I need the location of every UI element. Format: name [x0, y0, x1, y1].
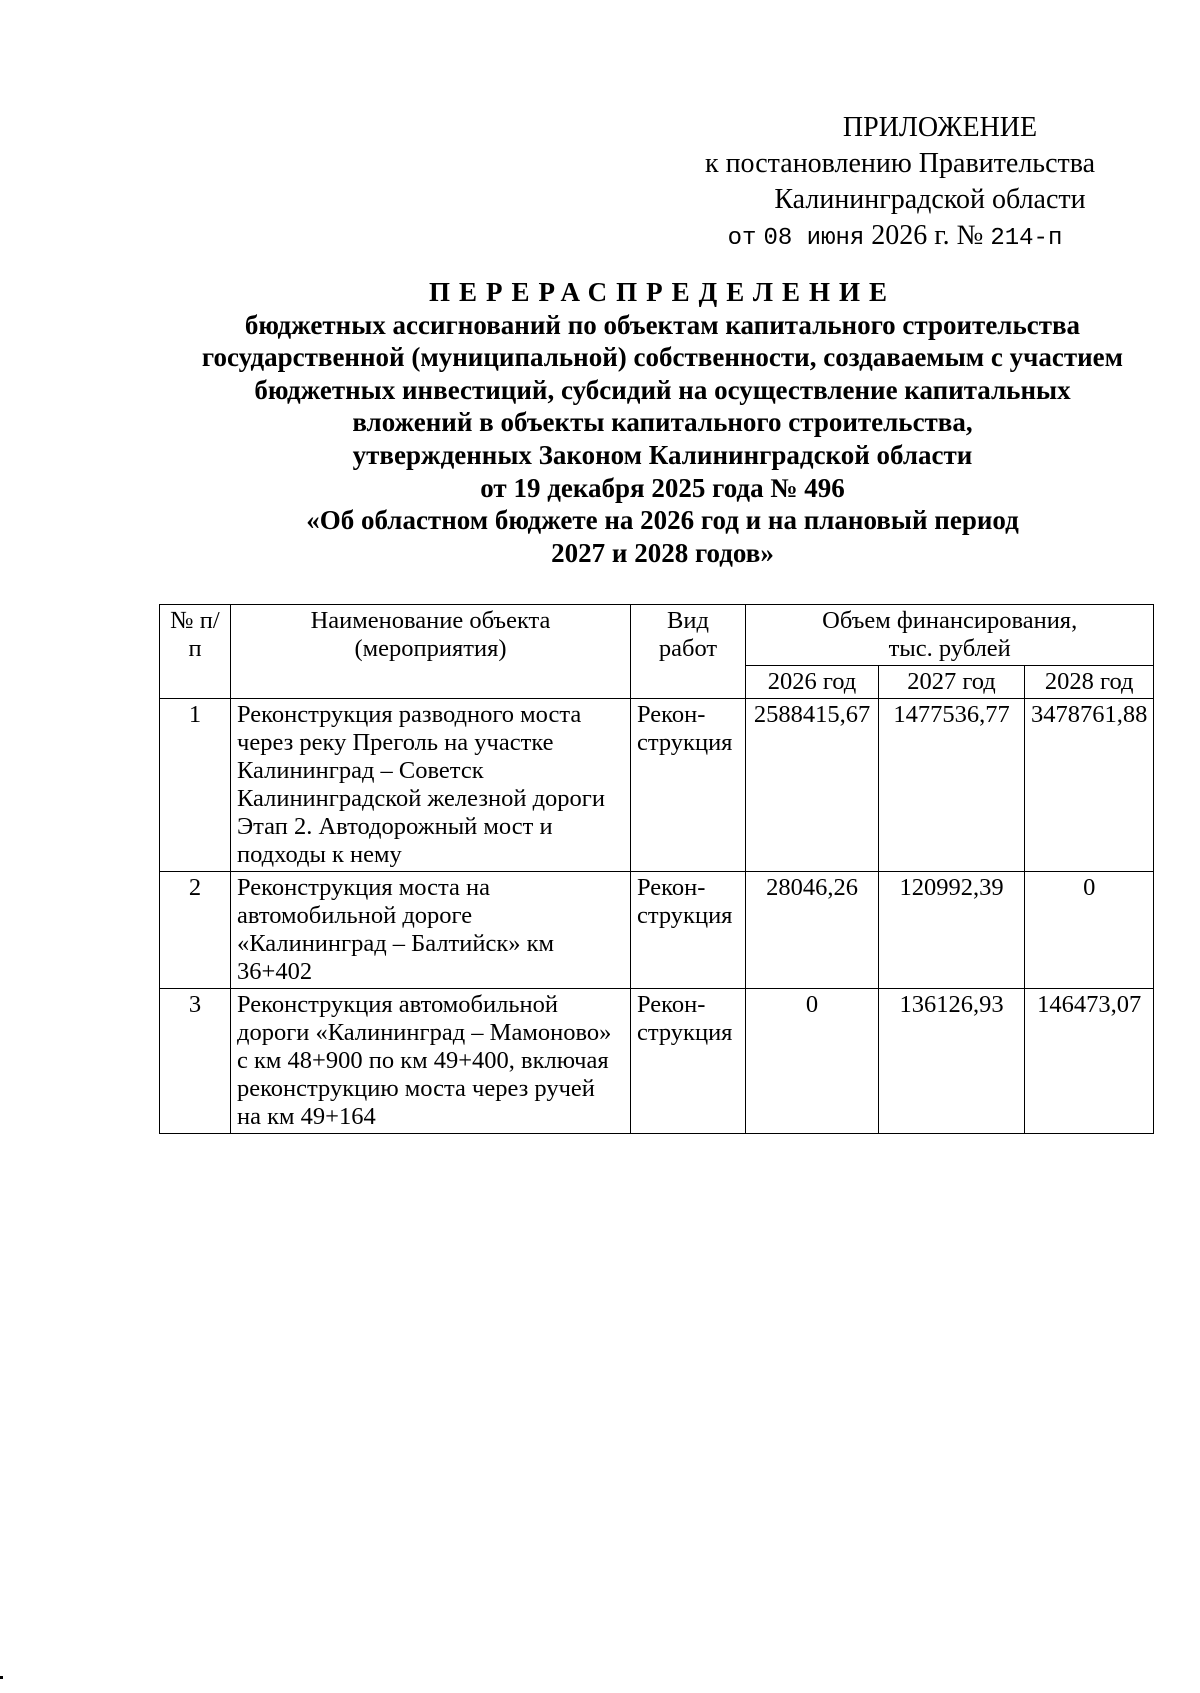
- row-object-name: Реконструкция автомобильной дороги «Калининград – Мамоново» с км 48+900 по км 49+400, включая реконструкцию моста через ручей на км 49+164: [231, 989, 631, 1134]
- row-2028-value: 3478761,88: [1025, 699, 1154, 872]
- title-line: от 19 декабря 2025 года № 496: [480, 472, 845, 503]
- row-2026-value: 0: [746, 989, 879, 1134]
- row-2027-value: 1477536,77: [879, 699, 1025, 872]
- title-line: бюджетных ассигнований по объектам капитального строительства: [244, 309, 1081, 340]
- allocation-table: [159, 604, 1154, 1134]
- document-title: [150, 276, 1175, 569]
- header-2026: 2026 год: [746, 666, 879, 699]
- header-num: № п/п: [160, 605, 231, 699]
- table-row: [160, 872, 1154, 989]
- title-line: «Об областном бюджете на 2026 год и на плановый период: [306, 505, 1019, 536]
- row-work-kind: Рекон-струкция: [631, 699, 746, 872]
- date-year: 2026 г. №: [871, 220, 984, 251]
- row-2026-value: 28046,26: [746, 872, 879, 989]
- appendix-title: ПРИЛОЖЕНИЕ: [842, 112, 1038, 143]
- table-row: [160, 699, 1154, 872]
- appendix-line-3: Калининградской области: [774, 184, 1086, 215]
- appendix-header: [700, 110, 1160, 257]
- row-2028-value: 0: [1025, 872, 1154, 989]
- title-line: вложений в объекты капитального строительства,: [352, 407, 973, 438]
- header-2028: 2028 год: [1025, 666, 1154, 699]
- appendix-line-2: к постановлению Правительства: [704, 148, 1096, 179]
- row-2026-value: 2588415,67: [746, 699, 879, 872]
- title-line: государственной (муниципальной) собственности, создаваемым с участием: [201, 342, 1124, 373]
- title-line: утвержденных Законом Калининградской области: [352, 439, 973, 470]
- title-line: 2027 и 2028 годов»: [551, 537, 774, 568]
- header-funding: Объем финансирования, тыс. рублей: [746, 605, 1154, 666]
- date-day-month: 08 июня: [763, 225, 865, 252]
- table-header-row: [160, 605, 1154, 666]
- row-2028-value: 146473,07: [1025, 989, 1154, 1134]
- header-2027: 2027 год: [879, 666, 1025, 699]
- header-name: Наименование объекта (мероприятия): [231, 605, 631, 699]
- row-num: 3: [160, 989, 231, 1134]
- date-prefix: от: [727, 225, 757, 252]
- title-line: бюджетных инвестиций, субсидий на осуществление капитальных: [254, 374, 1071, 405]
- row-object-name: Реконструкция моста на автомобильной дороге «Калининград – Балтийск» км 36+402: [231, 872, 631, 989]
- row-num: 1: [160, 699, 231, 872]
- appendix-date-line: [630, 218, 1160, 257]
- row-work-kind: Рекон-струкция: [631, 872, 746, 989]
- document-number: 214-п: [990, 225, 1063, 252]
- row-2027-value: 120992,39: [879, 872, 1025, 989]
- row-object-name: Реконструкция разводного моста через реку Преголь на участке Калининград – Советск Калининградской железной дороги Этап 2. Автодорожный мост и подходы к нему: [231, 699, 631, 872]
- row-num: 2: [160, 872, 231, 989]
- title-heading: ПЕРЕРАСПРЕДЕЛЕНИЕ: [428, 277, 897, 307]
- row-work-kind: Рекон-струкция: [631, 989, 746, 1134]
- header-kind: Вид работ: [631, 605, 746, 699]
- row-2027-value: 136126,93: [879, 989, 1025, 1134]
- scan-speck: [0, 1676, 3, 1679]
- table-row: [160, 989, 1154, 1134]
